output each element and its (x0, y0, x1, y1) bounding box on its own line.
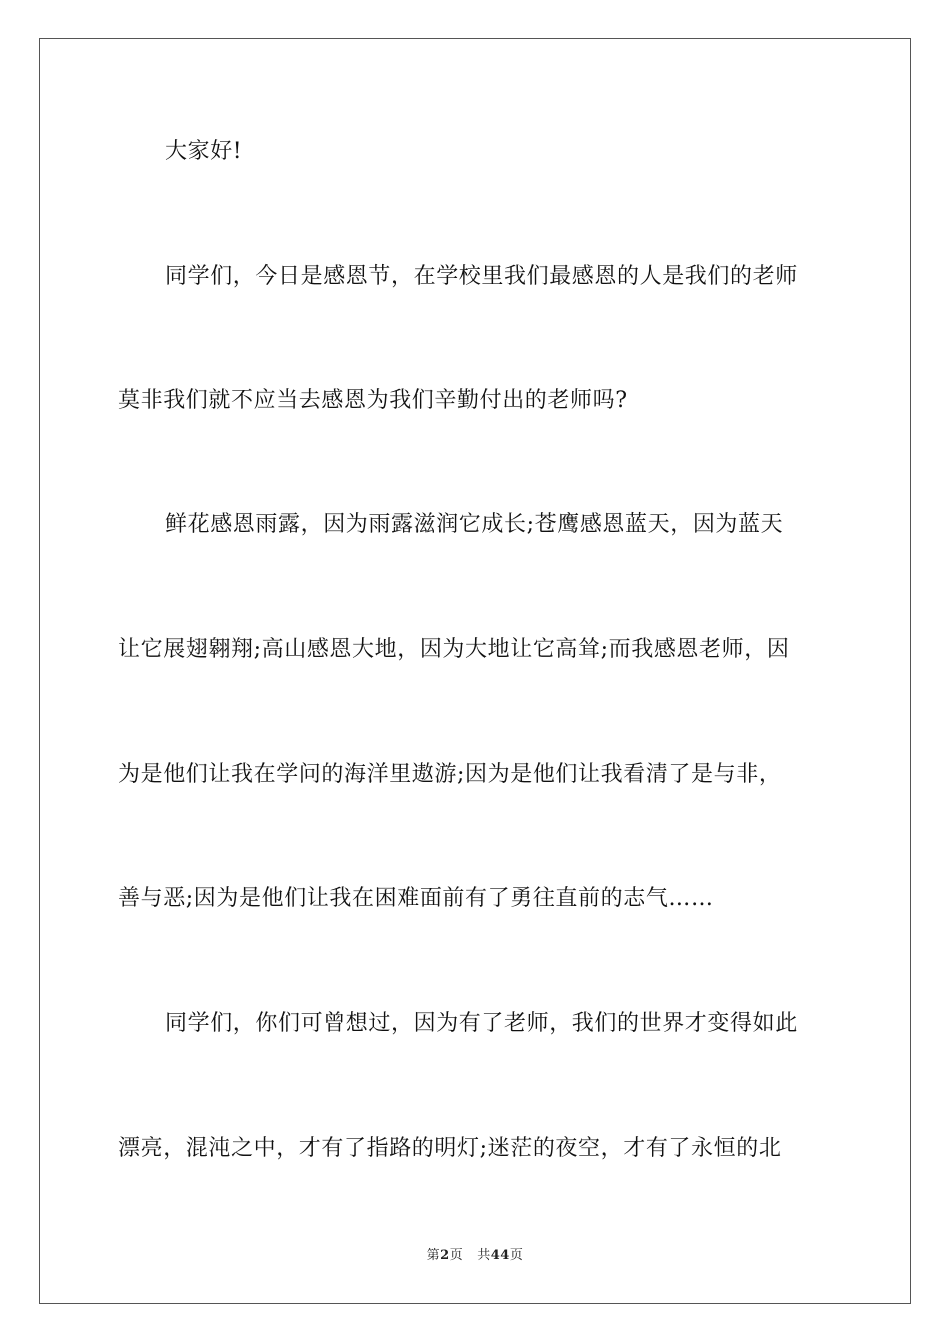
page-prefix: 第 (426, 1248, 441, 1263)
page-footer (0, 1246, 950, 1266)
total-prefix: 共 (477, 1248, 491, 1263)
paragraph-2-line-4: 善与恶;因为是他们让我在困难面前有了勇往直前的志气…… (118, 886, 714, 911)
paragraph-1-line-1: 同学们，今日是感恩节，在学校里我们最感恩的人是我们的老师 (165, 264, 798, 289)
page-border (39, 38, 911, 1304)
current-page-number: 2 (440, 1248, 450, 1263)
paragraph-1-line-2: 莫非我们就不应当去感恩为我们辛勤付出的老师吗? (118, 388, 628, 413)
paragraph-2-line-1: 鲜花感恩雨露，因为雨露滋润它成长;苍鹰感恩蓝天，因为蓝天 (165, 512, 784, 537)
greeting-line: 大家好! (165, 139, 243, 164)
page-suffix: 页 (449, 1248, 464, 1263)
paragraph-3-line-1: 同学们，你们可曾想过，因为有了老师，我们的世界才变得如此 (165, 1011, 798, 1036)
paragraph-2-line-3: 为是他们让我在学问的海洋里遨游;因为是他们让我看清了是与非， (118, 762, 782, 787)
total-page-count: 44 (490, 1248, 510, 1263)
total-suffix: 页 (509, 1248, 524, 1263)
paragraph-3-line-2: 漂亮，混沌之中，才有了指路的明灯;迷茫的夜空，才有了永恒的北 (118, 1136, 782, 1161)
paragraph-2-line-2: 让它展翅翱翔;高山感恩大地，因为大地让它高耸;而我感恩老师，因 (118, 637, 790, 662)
